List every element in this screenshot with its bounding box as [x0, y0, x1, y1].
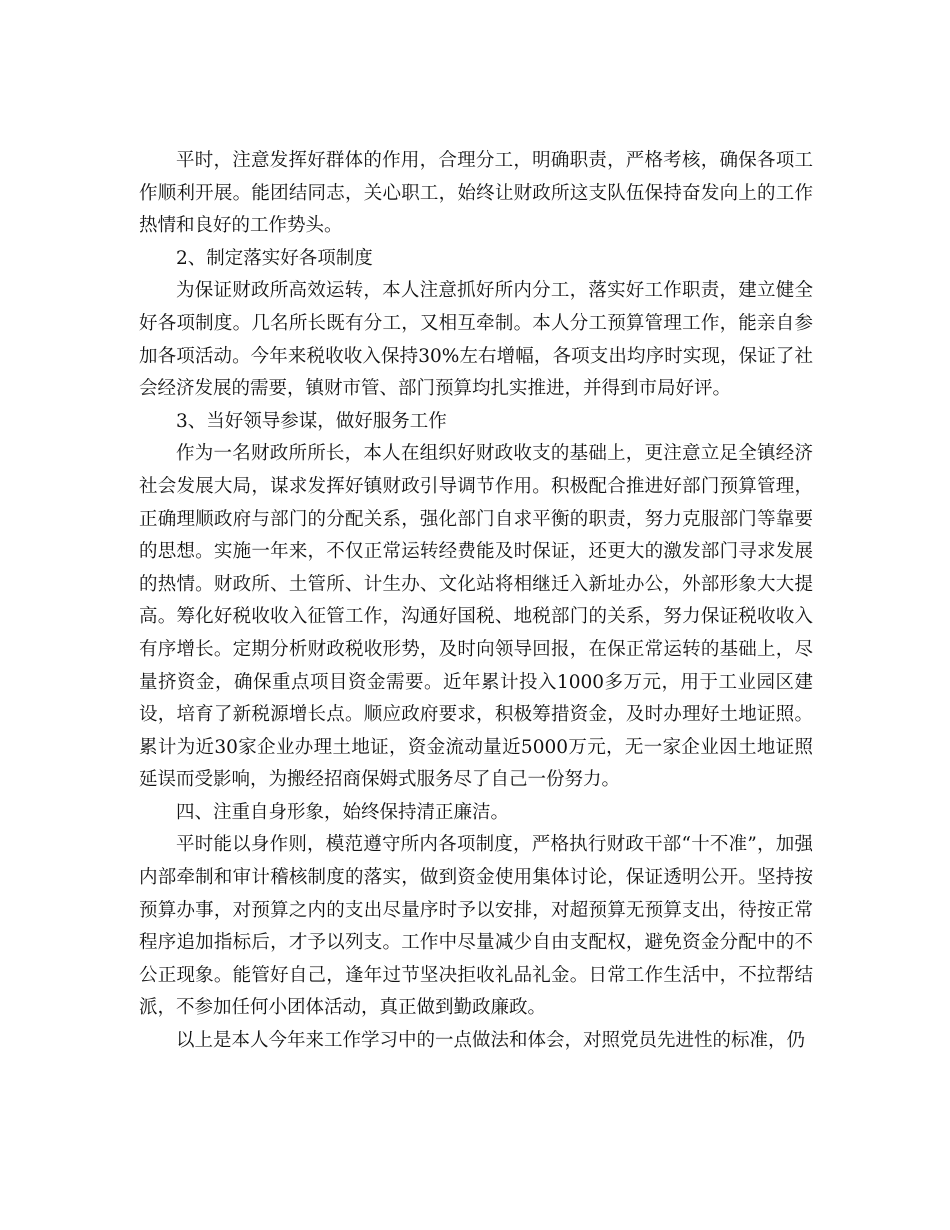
document-body [139, 145, 813, 1058]
paragraph-integrity: 平时能以身作则，模范遵守所内各项制度，严格执行财政干部“十不准”，加强内部牵制和审计稽核制度的落实，做到资金使用集体讨论，保证透明公开。坚持按预算办事，对预算之内的支出尽量序时予以安排，对超预算无预算支出，待按正常程序追加指标后，才予以列支。工作中尽量减少自由支配权，避免资金分配中的不公正现象。能管好自己，逢年过节坚决拒收礼品礼金。日常工作生活中，不拉帮结派，不参加任何小团体活动，真正做到勤政廉政。 [139, 834, 813, 1019]
paragraph-system-rules: 为保证财政所高效运转，本人注意抓好所内分工，落实好工作职责，建立健全好各项制度。几名所长既有分工，又相互牵制。本人分工预算管理工作，能亲自参加各项活动。今年来税收收入保持30%左右增幅，各项支出均序时实现，保证了社会经济发展的需要，镇财市管、部门预算均扎实推进，并得到市局好评。 [139, 280, 813, 400]
paragraph-summary: 以上是本人今年来工作学习中的一点做法和体会，对照党员先进性的标准，仍 [176, 1030, 806, 1052]
heading-system-rules: 2、制定落实好各项制度 [176, 247, 373, 269]
paragraph-teamwork: 平时，注意发挥好群体的作用，合理分工，明确职责，严格考核，确保各项工作顺利开展。能团结同志，关心职工，始终让财政所这支队伍保持奋发向上的工作热情和良好的工作势头。 [139, 150, 813, 237]
heading-advisor-service: 3、当好领导参谋，做好服务工作 [176, 410, 447, 432]
heading-integrity: 四、注重自身形象，始终保持清正廉洁。 [176, 801, 510, 823]
paragraph-advisor-service: 作为一名财政所所长，本人在组织好财政收支的基础上，更注意立足全镇经济社会发展大局，谋求发挥好镇财政引导调节作用。积极配合推进好部门预算管理，正确理顺政府与部门的分配关系，强化部门自求平衡的职责，努力克服部门等靠要的思想。实施一年来，不仅正常运转经费能及时保证，还更大的激发部门寻求发展的热情。财政所、土管所、计生办、文化站将相继迁入新址办公，外部形象大大提高。筹化好税收收入征管工作，沟通好国税、地税部门的关系，努力保证税收收入有序增长。定期分析财政税收形势，及时向领导回报，在保正常运转的基础上，尽量挤资金，确保重点项目资金需要。近年累计投入1000多万元，用于工业园区建设，培育了新税源增长点。顺应政府要求，积极筹措资金，及时办理好土地证照。累计为近30家企业办理土地证，资金流动量近5000万元，无一家企业因土地证照延误而受影响，为搬经招商保姆式服务尽了自己一份努力。 [139, 443, 813, 791]
